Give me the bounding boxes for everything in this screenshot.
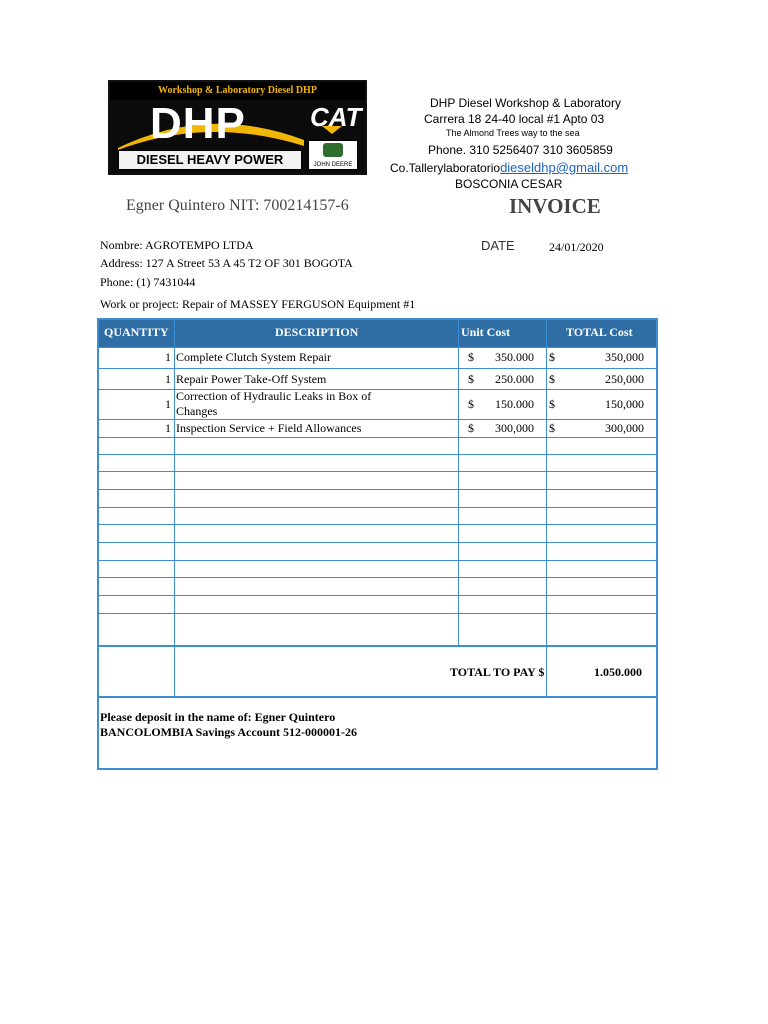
invoice-title: INVOICE xyxy=(509,194,601,218)
total-label: TOTAL TO PAY $ xyxy=(450,665,545,679)
logo-cat: CAT xyxy=(310,102,362,132)
john-deere-text: JOHN DEERE xyxy=(313,162,353,168)
row-description: Correction of Hydraulic Leaks in Box of xyxy=(176,389,372,403)
logo-banner: Workshop & Laboratory Diesel DHP xyxy=(110,82,365,100)
row-total-cost: 350,000 xyxy=(605,350,644,364)
row-unit-currency: $ xyxy=(468,421,474,435)
row-quantity: 1 xyxy=(165,397,171,411)
row-description-continued: Changes xyxy=(176,404,218,418)
john-deere-logo xyxy=(308,140,358,170)
date-value: 24/01/2020 xyxy=(549,240,604,254)
row-quantity: 1 xyxy=(165,421,171,435)
header-unit-cost: Unit Cost xyxy=(461,325,511,339)
company-address: Carrera 18 24-40 local #1 Apto 03 xyxy=(424,112,605,126)
header-total-cost: TOTAL Cost xyxy=(566,325,633,339)
row-unit-cost: 150.000 xyxy=(495,397,534,411)
row-description: Inspection Service + Field Allowances xyxy=(176,421,362,435)
deer-icon xyxy=(323,143,343,157)
row-quantity: 1 xyxy=(165,350,171,364)
row-total-currency: $ xyxy=(549,372,555,386)
company-logo xyxy=(108,80,367,175)
header-quantity: QUANTITY xyxy=(104,325,169,339)
email-prefix: Co.Tallerylaboratorio xyxy=(390,161,501,175)
company-email xyxy=(390,160,628,175)
date-label: DATE xyxy=(481,238,515,253)
row-total-currency: $ xyxy=(549,421,555,435)
row-total-cost: 300,000 xyxy=(605,421,644,435)
row-unit-currency: $ xyxy=(468,397,474,411)
row-quantity: 1 xyxy=(165,372,171,386)
deposit-name: Please deposit in the name of: Egner Quintero xyxy=(100,710,336,724)
row-unit-cost: 350.000 xyxy=(495,350,534,364)
logo-brand: DHP xyxy=(150,99,246,148)
client-phone: Phone: (1) 7431044 xyxy=(100,275,196,289)
row-unit-currency: $ xyxy=(468,350,474,364)
row-total-cost: 150,000 xyxy=(605,397,644,411)
client-address: Address: 127 A Street 53 A 45 T2 OF 301 BOGOTA xyxy=(100,256,353,270)
email-link[interactable]: dieseldhp@gmail.com xyxy=(500,160,629,175)
client-name: Nombre: AGROTEMPO LTDA xyxy=(100,238,254,252)
row-description: Repair Power Take-Off System xyxy=(176,372,327,386)
company-name: DHP Diesel Workshop & Laboratory xyxy=(430,96,621,110)
company-phone: Phone. 310 5256407 310 3605859 xyxy=(428,143,613,157)
total-value: 1.050.000 xyxy=(594,665,642,679)
deposit-account: BANCOLOMBIA Savings Account 512-000001-26 xyxy=(100,725,358,739)
row-total-cost: 250,000 xyxy=(605,372,644,386)
row-description: Complete Clutch System Repair xyxy=(176,350,331,364)
row-unit-currency: $ xyxy=(468,372,474,386)
row-unit-cost: 250.000 xyxy=(495,372,534,386)
logo-subtitle: DIESEL HEAVY POWER xyxy=(118,150,302,170)
company-landmark: The Almond Trees way to the sea xyxy=(446,128,580,138)
row-unit-cost: 300,000 xyxy=(495,421,534,435)
work-project: Work or project: Repair of MASSEY FERGUSON Equipment #1 xyxy=(100,297,416,311)
header-description: DESCRIPTION xyxy=(275,325,359,339)
owner-nit: Egner Quintero NIT: 700214157-6 xyxy=(126,197,349,214)
row-total-currency: $ xyxy=(549,397,555,411)
cat-triangle-icon xyxy=(322,126,342,134)
company-city: BOSCONIA CESAR xyxy=(455,177,563,191)
row-total-currency: $ xyxy=(549,350,555,364)
